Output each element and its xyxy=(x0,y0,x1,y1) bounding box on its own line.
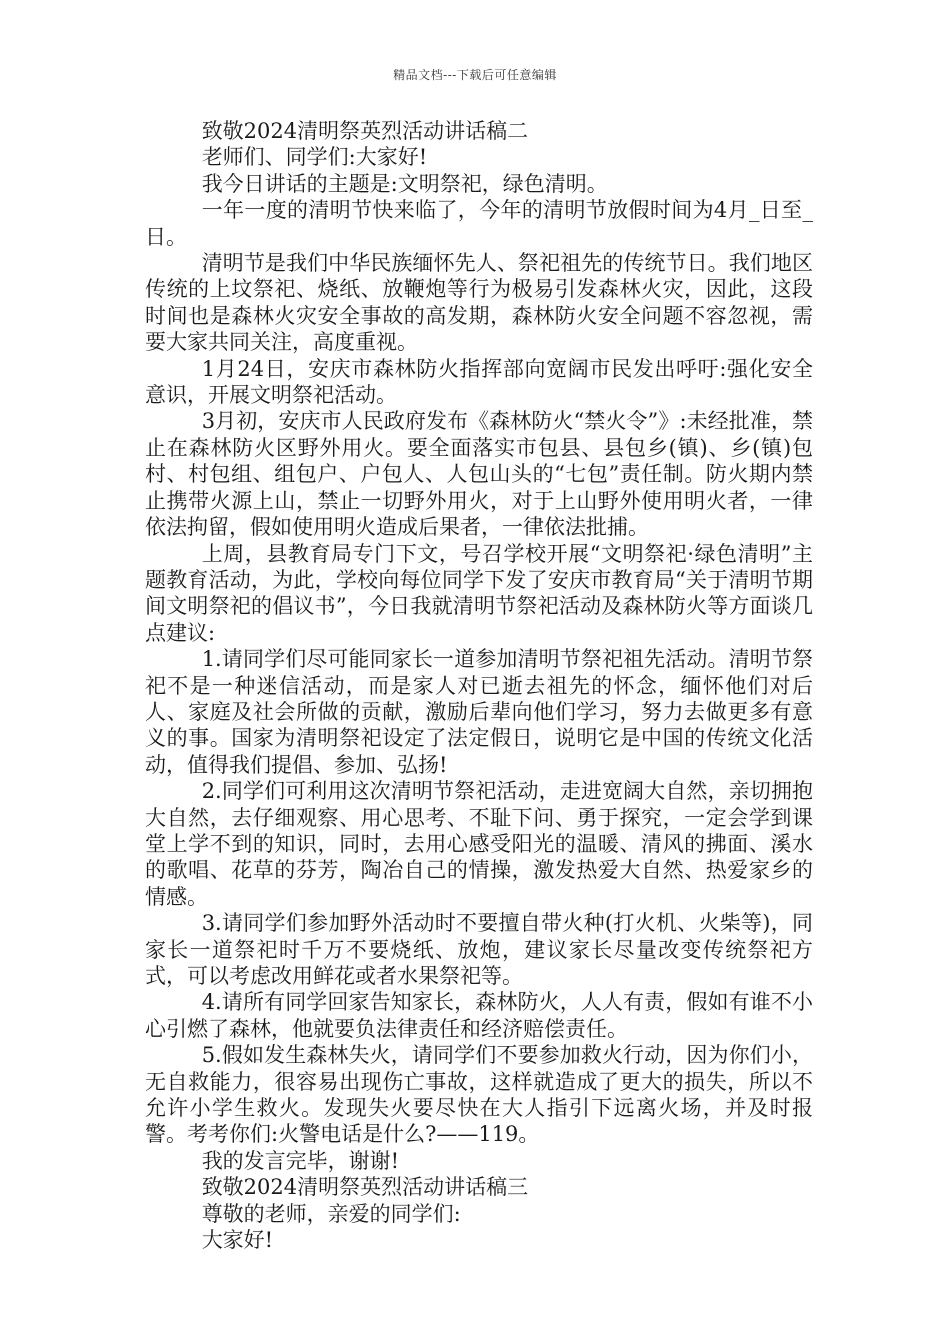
section-title: 致敬2024清明祭英烈活动讲话稿二 xyxy=(201,119,529,143)
salutation: 尊敬的老师，亲爱的同学们: xyxy=(201,1201,461,1226)
list-item: 5.假如发生森林失火，请同学们不要参加救火行动，因为你们小，无自救能力，很容易出现伤亡事故，这样就造成了更大的损失，所以不允许小学生救火。发现失火要尽快在大人指引下远离火场，并及时报警。考考你们:火警电话是什么?——119。 xyxy=(145,1043,813,1147)
greeting: 老师们、同学们:大家好! xyxy=(201,145,428,170)
paragraph: 我今日讲话的主题是:文明祭祀，绿色清明。 xyxy=(201,171,608,196)
list-item: 3.请同学们参加野外活动时不要擅自带火种(打火机、火柴等)，同家长一道祭祀时千万不要烧纸、放炮，建议家长尽量改变传统祭祀方式，可以考虑改用鲜花或者水果祭祀等。 xyxy=(145,911,813,988)
document-body xyxy=(145,118,813,1253)
paragraph: 清明节是我们中华民族缅怀先人、祭祀祖先的传统节日。我们地区传统的上坟祭祀、烧纸、放鞭炮等行为极易引发森林火灾，因此，这段时间也是森林火灾安全事故的高发期，森林防火安全问题不容忽视，需要大家共同关注，高度重视。 xyxy=(145,251,813,355)
paragraph: 一年一度的清明节快来临了，今年的清明节放假时间为4月_日至_日。 xyxy=(145,198,813,249)
paragraph: 3月初，安庆市人民政府发布《森林防火“禁火令”》:未经批准，禁止在森林防火区野外用火。要全面落实市包县、县包乡(镇)、乡(镇)包村、村包组、组包户、户包人、人包山头的“七包”责任制。防火期内禁止携带火源上山，禁止一切野外用火，对于上山野外使用明火者，一律依法拘留，假如使用明火造成后果者，一律依法批捕。 xyxy=(145,409,813,540)
list-item: 4.请所有同学回家告知家长，森林防火，人人有责，假如有谁不小心引燃了森林，他就要负法律责任和经济赔偿责任。 xyxy=(145,990,813,1041)
paragraph: 1月24日，安庆市森林防火指挥部向宽阔市民发出呼吁:强化安全意识，开展文明祭祀活动。 xyxy=(145,356,813,408)
closing: 我的发言完毕，谢谢! xyxy=(201,1148,400,1173)
list-item: 2.同学们可利用这次清明节祭祀活动，走进宽阔大自然，亲切拥抱大自然，去仔细观察、用心思考、不耻下问、勇于探究，一定会学到课堂上学不到的知识，同时，去用心感受阳光的温暖、清风的拂面、溪水的歌唱、花草的芬芳，陶冶自己的情操，激发热爱大自然、热爱家乡的情感。 xyxy=(145,779,813,909)
page-header: 精品文档---下载后可任意编辑 xyxy=(393,68,557,82)
list-item: 1.请同学们尽可能同家长一道参加清明节祭祀祖先活动。清明节祭祀不是一种迷信活动，而是家人对已逝去祖先的怀念，缅怀他们对后人、家庭及社会所做的贡献，激励后辈向他们学习，努力去做更多有意义的事。国家为清明祭祀设定了法定假日，说明它是中国的传统文化活动，值得我们提倡、参加、弘扬! xyxy=(145,647,813,777)
section-title: 致敬2024清明祭英烈活动讲话稿三 xyxy=(201,1175,529,1200)
greeting: 大家好! xyxy=(201,1228,274,1253)
paragraph: 上周，县教育局专门下文，号召学校开展“文明祭祀·绿色清明”主题教育活动，为此，学校向每位同学下发了安庆市教育局“关于清明节期间文明祭祀的倡议书”，今日我就清明节祭祀活动及森林防火等方面谈几点建议: xyxy=(145,541,813,645)
